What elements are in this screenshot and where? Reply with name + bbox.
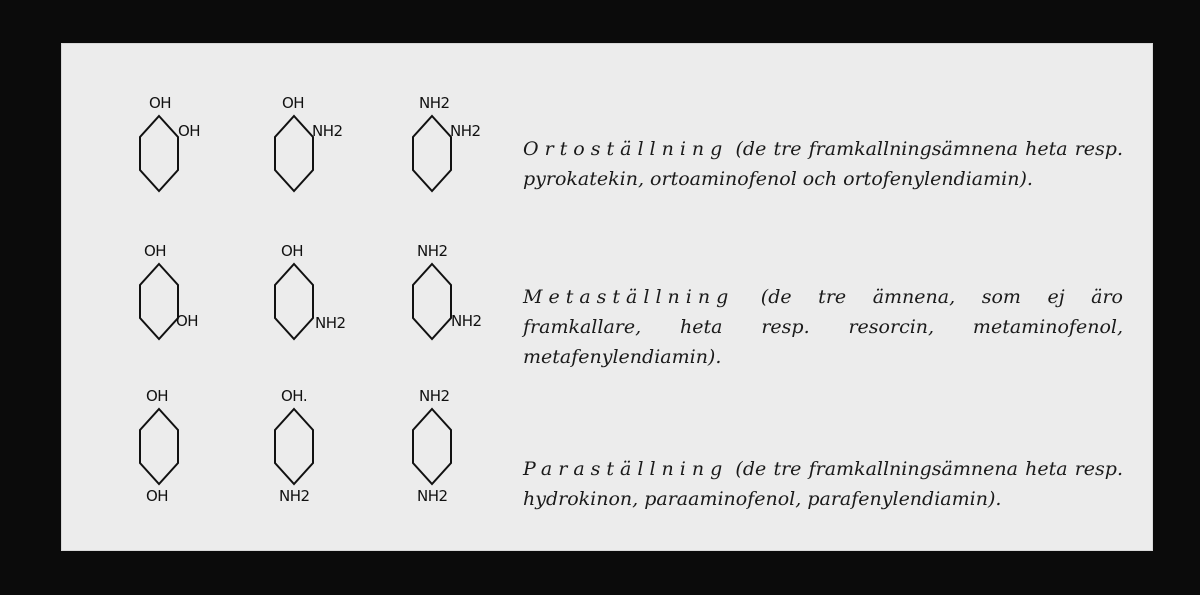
structure-resorcin [124, 242, 234, 362]
text-orto: (de tre framkallningsämnena heta resp. pyrokatekin, ortoaminofenol och ortofenylendiamin). [523, 138, 1123, 190]
bottom-label: NH2 [279, 487, 310, 505]
structure-ortoaminofenol [259, 94, 369, 214]
top-label: OH [149, 94, 172, 112]
text-para: (de tre framkallningsämnena heta resp. hydrokinon, paraaminofenol, parafenylendiamin). [523, 458, 1123, 510]
heading-orto: Ortoställning [523, 138, 729, 160]
structure-metaminofenol [259, 242, 369, 362]
side-label: NH2 [451, 312, 482, 330]
bottom-label: OH [146, 487, 169, 505]
structure-metafenylendiamin [397, 242, 507, 362]
heading-meta: Metaställning [523, 286, 735, 308]
structure-hydrokinon [124, 387, 234, 507]
side-label: NH2 [450, 122, 481, 140]
structure-paraaminofenol [259, 387, 369, 507]
benzene-ring-icon [124, 242, 234, 362]
structure-ortofenylendiamin [397, 94, 507, 214]
top-label: NH2 [419, 94, 450, 112]
description-orto [523, 134, 1123, 194]
description-para [523, 454, 1123, 514]
heading-para: Paraställning [523, 458, 729, 480]
structure-parafenylendiamin [397, 387, 507, 507]
bottom-label: NH2 [417, 487, 448, 505]
top-label: NH2 [419, 387, 450, 405]
text-meta: (de tre ämnena, som ej äro framkallare, heta resp. resorcin, metaminofenol, metafenylendiamin). [523, 286, 1123, 368]
structure-pyrokatekin [124, 94, 234, 214]
benzene-ring-icon [397, 94, 507, 214]
side-label: NH2 [315, 314, 346, 332]
top-label: OH [281, 242, 304, 260]
side-label: OH [176, 312, 199, 330]
side-label: OH [178, 122, 201, 140]
slide [61, 43, 1153, 551]
top-label: OH [282, 94, 305, 112]
side-label: NH2 [312, 122, 343, 140]
benzene-ring-icon [259, 242, 369, 362]
top-label: OH. [281, 387, 308, 405]
benzene-ring-icon [397, 387, 507, 517]
benzene-ring-icon [397, 242, 507, 362]
benzene-ring-icon [259, 387, 369, 517]
top-label: OH [144, 242, 167, 260]
benzene-ring-icon [124, 387, 234, 517]
top-label: OH [146, 387, 169, 405]
description-meta [523, 282, 1123, 372]
benzene-ring-icon [259, 94, 369, 214]
top-label: NH2 [417, 242, 448, 260]
benzene-ring-icon [124, 94, 234, 214]
